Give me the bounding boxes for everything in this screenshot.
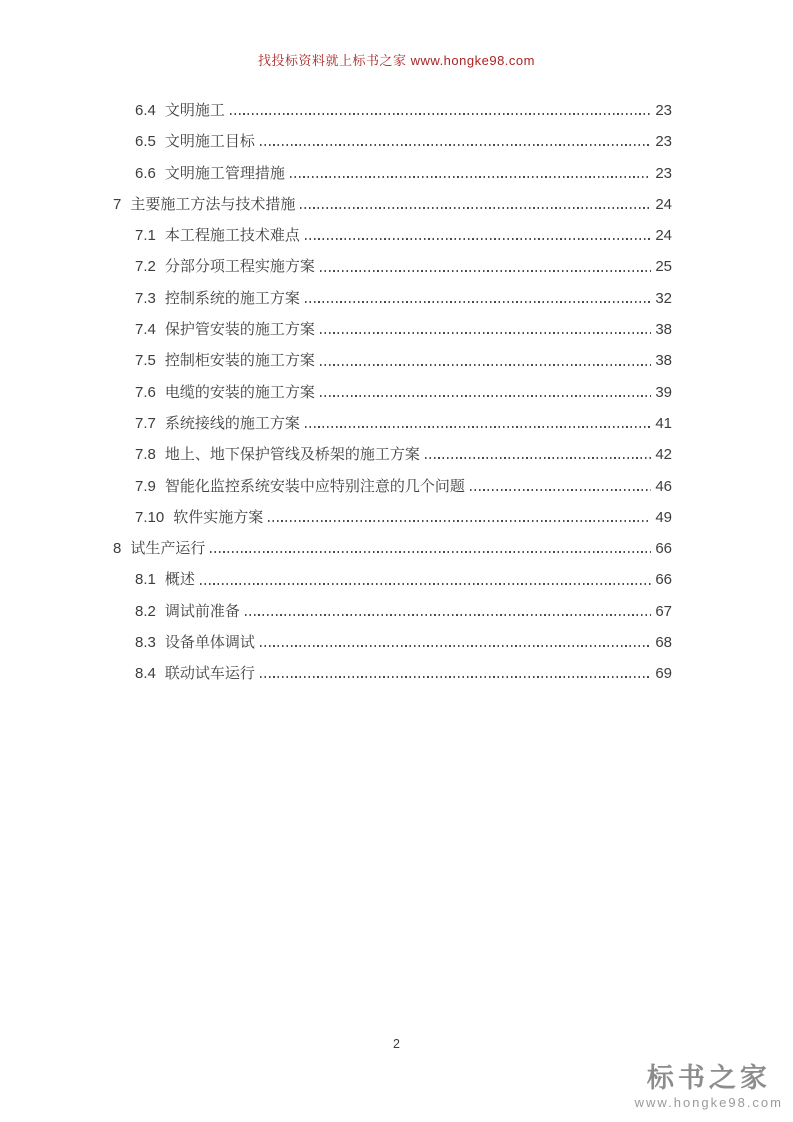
header-promo-text: 找投标资料就上标书之家 www.hongke98.com	[258, 53, 535, 68]
toc-leader-dots	[305, 426, 651, 428]
toc-entry	[113, 377, 672, 408]
toc-entry-number: 7.2	[135, 258, 156, 276]
toc-entry	[113, 345, 672, 376]
toc-entry-page: 41	[655, 414, 672, 432]
toc-entry-page: 68	[655, 634, 672, 652]
toc-leader-dots	[305, 238, 651, 240]
toc-entry-title: 控制柜安装的施工方案	[164, 352, 315, 370]
toc-entry-page: 67	[655, 602, 672, 620]
toc-entry	[113, 564, 672, 595]
toc-entry	[113, 408, 672, 439]
toc-leader-dots	[320, 395, 651, 397]
toc-entry-number: 8.3	[135, 634, 156, 652]
toc-entry-page: 38	[655, 352, 672, 370]
toc-entry	[113, 533, 672, 564]
toc-entry	[113, 439, 672, 470]
toc-entry-page: 42	[655, 446, 672, 464]
toc-entry-page: 39	[655, 383, 672, 401]
toc-entry	[113, 126, 672, 157]
toc-entry-number: 8.4	[135, 665, 156, 683]
toc-entry	[113, 471, 672, 502]
toc-entry-title: 控制系统的施工方案	[164, 289, 300, 307]
toc-leader-dots	[320, 332, 651, 334]
toc-entry-number: 7	[113, 195, 122, 213]
toc-leader-dots	[470, 489, 651, 491]
toc-entry-title: 调试前准备	[164, 602, 240, 620]
toc-entry	[113, 158, 672, 189]
toc-entry	[113, 251, 672, 282]
toc-entry-number: 6.6	[135, 164, 156, 182]
toc-entry-number: 8	[113, 540, 122, 558]
toc-entry-number: 7.4	[135, 321, 156, 339]
toc-entry-title: 软件实施方案	[173, 508, 264, 526]
toc-entry-page: 24	[655, 227, 672, 245]
toc-leader-dots	[425, 457, 651, 459]
toc-entry-page: 23	[655, 102, 672, 119]
toc-entry-title: 文明施工管理措施	[164, 164, 285, 182]
toc-entry-title: 设备单体调试	[164, 634, 255, 652]
toc-entry-page: 46	[655, 477, 672, 495]
toc-entry-title: 联动试车运行	[164, 665, 255, 683]
toc-entry-title: 智能化监控系统安装中应特别注意的几个问题	[164, 477, 465, 495]
toc-entry	[113, 283, 672, 314]
toc-entry	[113, 502, 672, 533]
toc-entry-number: 7.8	[135, 446, 156, 464]
toc-leader-dots	[245, 614, 651, 616]
page-header	[0, 50, 793, 69]
toc-leader-dots	[210, 551, 651, 553]
toc-entry-page: 66	[655, 571, 672, 589]
toc-entry-title: 本工程施工技术难点	[164, 227, 300, 245]
toc-entry-title: 主要施工方法与技术措施	[130, 195, 296, 213]
toc-entry-title: 地上、地下保护管线及桥架的施工方案	[164, 446, 420, 464]
toc-entry-title: 保护管安装的施工方案	[164, 321, 315, 339]
toc-leader-dots	[320, 364, 651, 366]
toc-entry-number: 6.5	[135, 133, 156, 151]
toc-leader-dots	[290, 176, 651, 178]
watermark-logo	[635, 1064, 783, 1110]
toc-entry-page: 38	[655, 321, 672, 339]
toc-entry-page: 66	[655, 540, 672, 558]
toc-entry-number: 8.2	[135, 602, 156, 620]
toc-entry-title: 系统接线的施工方案	[164, 414, 300, 432]
toc-entry-title: 文明施工目标	[164, 133, 255, 151]
toc-leader-dots	[268, 520, 651, 522]
toc-entry-title: 概述	[164, 571, 195, 589]
toc-entry-number: 7.1	[135, 227, 156, 245]
toc-entry-page: 32	[655, 289, 672, 307]
toc-entry-number: 7.3	[135, 289, 156, 307]
toc-entry	[113, 627, 672, 658]
toc-entry	[113, 314, 672, 345]
toc-entry-number: 7.6	[135, 383, 156, 401]
toc-entry	[113, 95, 672, 126]
toc-entry-title: 试生产运行	[130, 540, 206, 558]
toc-entry-page: 25	[655, 258, 672, 276]
toc-leader-dots	[305, 301, 651, 303]
toc-entry-page: 23	[655, 133, 672, 151]
toc-entry-page: 69	[655, 665, 672, 683]
toc-entry-number: 7.10	[135, 508, 165, 526]
toc-leader-dots	[200, 583, 651, 585]
table-of-contents	[113, 95, 672, 690]
toc-entry-page: 23	[655, 164, 672, 182]
watermark-url-text: www.hongke98.com	[634, 1095, 783, 1110]
toc-entry	[113, 189, 672, 220]
watermark-brand-text: 标书之家	[646, 1062, 771, 1093]
toc-leader-dots	[260, 144, 651, 146]
toc-entry-number: 7.9	[135, 477, 156, 495]
toc-entry-page: 49	[655, 508, 672, 526]
toc-entry-number: 7.7	[135, 414, 156, 432]
toc-entry-page: 24	[655, 195, 672, 213]
page-footer	[0, 1037, 793, 1051]
toc-leader-dots	[260, 645, 651, 647]
toc-entry-title: 分部分项工程实施方案	[164, 258, 315, 276]
toc-entry-title: 文明施工	[164, 102, 225, 119]
page-number: 2	[393, 1037, 400, 1051]
toc-entry	[113, 596, 672, 627]
toc-entry-number: 6.4	[135, 102, 156, 119]
toc-entry-title: 电缆的安装的施工方案	[164, 383, 315, 401]
toc-entry-number: 7.5	[135, 352, 156, 370]
toc-leader-dots	[230, 113, 651, 115]
toc-leader-dots	[300, 207, 651, 209]
toc-entry	[113, 658, 672, 689]
toc-entry-number: 8.1	[135, 571, 156, 589]
toc-entry	[113, 220, 672, 251]
toc-leader-dots	[320, 270, 651, 272]
toc-leader-dots	[260, 676, 651, 678]
